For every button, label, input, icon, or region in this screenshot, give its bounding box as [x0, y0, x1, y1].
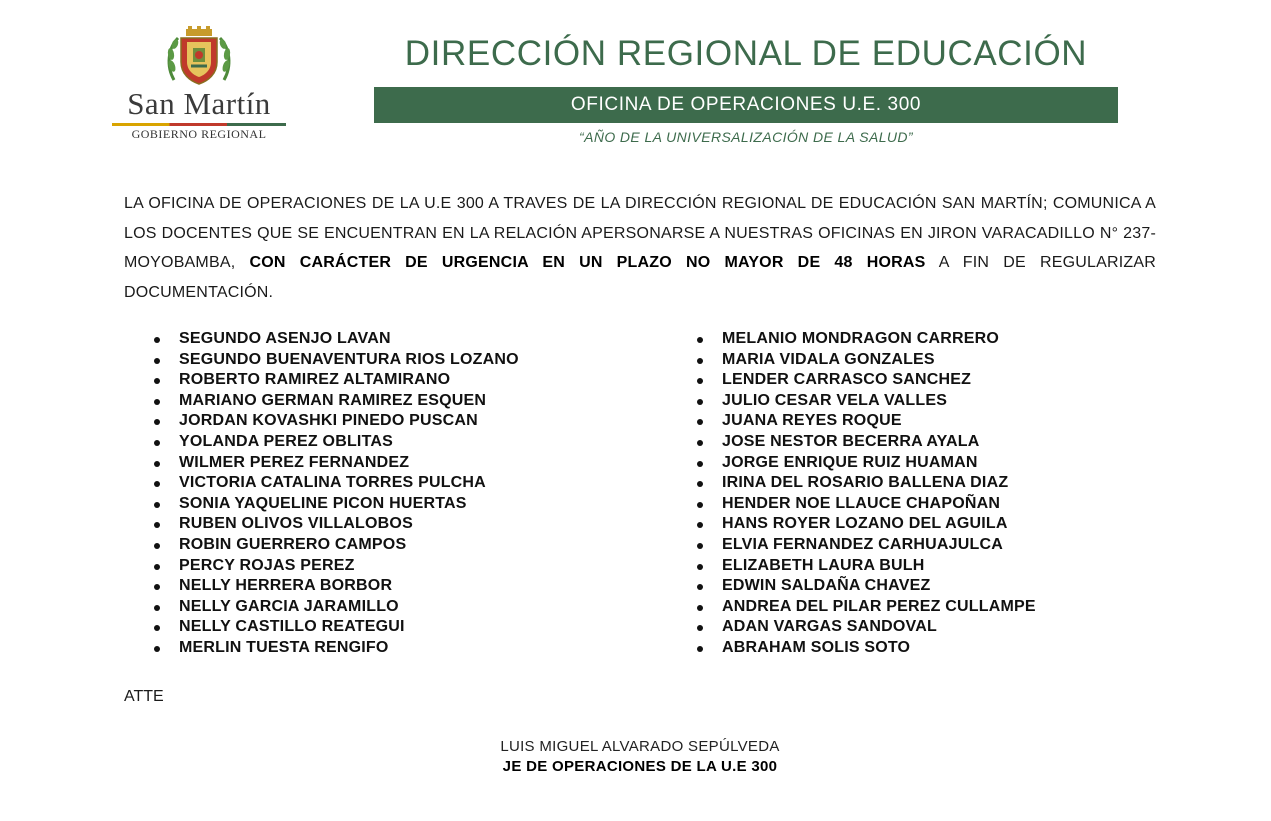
list-item: JUANA REYES ROQUE [722, 411, 1036, 432]
list-item: NELLY GARCIA JARAMILLO [179, 597, 519, 618]
list-item: JORDAN KOVASHKI PINEDO PUSCAN [179, 411, 519, 432]
list-item: ANDREA DEL PILAR PEREZ CULLAMPE [722, 597, 1036, 618]
list-item: ABRAHAM SOLIS SOTO [722, 638, 1036, 659]
list-item: JORGE ENRIQUE RUIZ HUAMAN [722, 453, 1036, 474]
office-banner: OFICINA DE OPERACIONES U.E. 300 [374, 87, 1118, 123]
announcement-text-end: A FIN DE REGULARIZAR DOCUMENTACIÓN. [124, 254, 1157, 302]
list-item: MARIA VIDALA GONZALES [722, 350, 1036, 371]
list-item: ELIZABETH LAURA BULH [722, 556, 1036, 577]
list-item: VICTORIA CATALINA TORRES PULCHA [179, 473, 519, 494]
page-title: DIRECCIÓN REGIONAL DE EDUCACIÓN [404, 34, 1088, 73]
list-item: PERCY ROJAS PEREZ [179, 556, 519, 577]
list-item: ADAN VARGAS SANDOVAL [722, 617, 1036, 638]
signer-title: JE DE OPERACIONES DE LA U.E 300 [502, 758, 778, 775]
closing-greeting: ATTE [124, 688, 164, 705]
list-item: ROBERTO RAMIREZ ALTAMIRANO [179, 370, 519, 391]
urgency-emphasis: CON CARÁCTER DE URGENCIA EN UN PLAZO NO MAYOR DE 48 HORAS [249, 254, 926, 272]
regional-government-logo [108, 22, 290, 144]
logo-name: San Martín [127, 86, 271, 121]
logo-subtitle: GOBIERNO REGIONAL [131, 127, 267, 141]
list-item: SEGUNDO BUENAVENTURA RIOS LOZANO [179, 350, 519, 371]
list-item: JULIO CESAR VELA VALLES [722, 391, 1036, 412]
list-item: EDWIN SALDAÑA CHAVEZ [722, 576, 1036, 597]
announcement-text: LA OFICINA DE OPERACIONES DE LA U.E 300 A TRAVES DE LA DIRECCIÓN REGIONAL DE EDUCACIÓN SAN MARTÍN; COMUNICA A LOS DOCENTES QUE SE ENCUENTRAN EN LA RELACIÓN APERSONARSE A NUESTRAS OFICINAS EN JIRON VARACADILLO N° 237-MOYOBAMBA, [124, 195, 1156, 272]
list-item: ROBIN GUERRERO CAMPOS [179, 535, 519, 556]
logo-divider [112, 123, 286, 126]
coat-of-arms-icon [164, 26, 234, 88]
year-motto: “AÑO DE LA UNIVERSALIZACIÓN DE LA SALUD” [579, 129, 913, 145]
list-item: MERLIN TUESTA RENGIFO [179, 638, 519, 659]
list-item: YOLANDA PEREZ OBLITAS [179, 432, 519, 453]
list-item: HENDER NOE LLAUCE CHAPOÑAN [722, 494, 1036, 515]
list-item: SEGUNDO ASENJO LAVAN [179, 329, 519, 350]
list-item: NELLY CASTILLO REATEGUI [179, 617, 519, 638]
signer-name: LUIS MIGUEL ALVARADO SEPÚLVEDA [500, 738, 780, 755]
list-item: NELLY HERRERA BORBOR [179, 576, 519, 597]
list-item: MELANIO MONDRAGON CARRERO [722, 329, 1036, 350]
list-item: HANS ROYER LOZANO DEL AGUILA [722, 514, 1036, 535]
list-item: LENDER CARRASCO SANCHEZ [722, 370, 1036, 391]
list-item: MARIANO GERMAN RAMIREZ ESQUEN [179, 391, 519, 412]
teacher-list-right [722, 329, 1036, 659]
teacher-list-left [179, 329, 519, 659]
list-item: JOSE NESTOR BECERRA AYALA [722, 432, 1036, 453]
announcement-paragraph [124, 189, 1156, 308]
list-item: SONIA YAQUELINE PICON HUERTAS [179, 494, 519, 515]
list-item: IRINA DEL ROSARIO BALLENA DIAZ [722, 473, 1036, 494]
list-item: WILMER PEREZ FERNANDEZ [179, 453, 519, 474]
list-item: ELVIA FERNANDEZ CARHUAJULCA [722, 535, 1036, 556]
list-item: RUBEN OLIVOS VILLALOBOS [179, 514, 519, 535]
